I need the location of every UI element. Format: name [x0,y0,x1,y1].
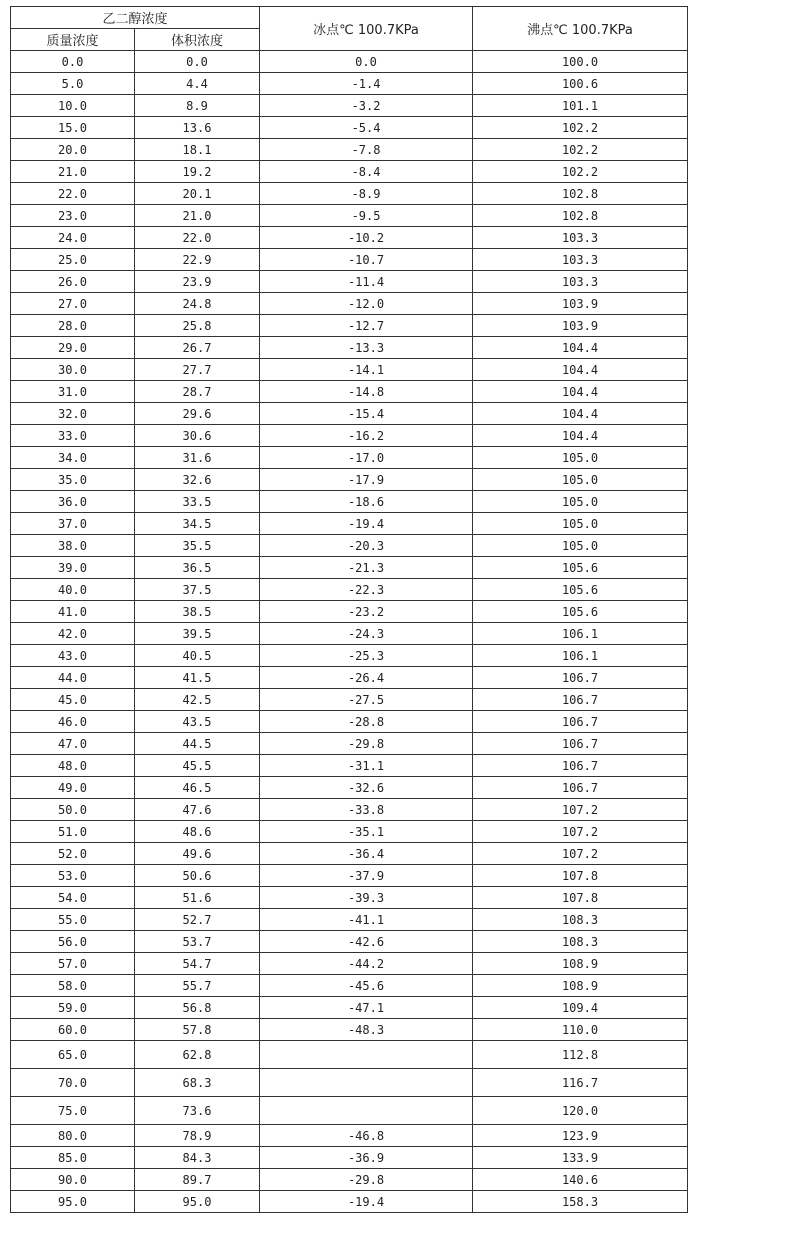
freeze-cell: -8.4 [260,161,473,183]
boil-cell: 158.3 [473,1191,688,1213]
volume-cell: 40.5 [135,645,260,667]
freeze-cell: -35.1 [260,821,473,843]
mass-cell: 41.0 [11,601,135,623]
freeze-cell [260,1097,473,1125]
freeze-cell: -8.9 [260,183,473,205]
freeze-cell: -41.1 [260,909,473,931]
volume-cell: 20.1 [135,183,260,205]
volume-cell: 45.5 [135,755,260,777]
mass-cell: 24.0 [11,227,135,249]
mass-cell: 54.0 [11,887,135,909]
mass-cell: 39.0 [11,557,135,579]
boil-cell: 102.8 [473,205,688,227]
freeze-cell: -5.4 [260,117,473,139]
boil-cell: 109.4 [473,997,688,1019]
boil-cell: 104.4 [473,425,688,447]
freeze-cell: -17.9 [260,469,473,491]
table-row [11,315,688,337]
boil-cell: 102.2 [473,161,688,183]
boil-cell: 123.9 [473,1125,688,1147]
volume-cell: 42.5 [135,689,260,711]
freeze-cell: -12.7 [260,315,473,337]
table-row [11,931,688,953]
boil-cell: 105.0 [473,513,688,535]
table-row [11,271,688,293]
mass-cell: 55.0 [11,909,135,931]
mass-cell: 70.0 [11,1069,135,1097]
table-row [11,755,688,777]
table-row [11,645,688,667]
freeze-cell: -46.8 [260,1125,473,1147]
boil-cell: 107.2 [473,799,688,821]
freeze-cell: -21.3 [260,557,473,579]
boil-cell: 112.8 [473,1041,688,1069]
table-row [11,447,688,469]
volume-cell: 22.0 [135,227,260,249]
glycol-data-table [10,6,688,1213]
mass-cell: 38.0 [11,535,135,557]
boil-cell: 102.2 [473,117,688,139]
boil-cell: 103.3 [473,249,688,271]
table-row [11,733,688,755]
mass-cell: 43.0 [11,645,135,667]
boil-cell: 107.8 [473,865,688,887]
mass-cell: 28.0 [11,315,135,337]
freeze-cell: -32.6 [260,777,473,799]
table-row [11,953,688,975]
mass-cell: 29.0 [11,337,135,359]
mass-cell: 85.0 [11,1147,135,1169]
boil-cell: 103.3 [473,271,688,293]
table-row [11,227,688,249]
table-row [11,337,688,359]
volume-concentration-header: 体积浓度 [135,29,260,51]
boil-cell: 105.0 [473,469,688,491]
volume-cell: 21.0 [135,205,260,227]
table-row [11,205,688,227]
freeze-cell: -19.4 [260,1191,473,1213]
boil-cell: 105.6 [473,601,688,623]
freeze-cell: -11.4 [260,271,473,293]
freeze-cell: -14.1 [260,359,473,381]
mass-cell: 33.0 [11,425,135,447]
mass-cell: 95.0 [11,1191,135,1213]
volume-cell: 4.4 [135,73,260,95]
table-row [11,711,688,733]
volume-cell: 47.6 [135,799,260,821]
volume-cell: 38.5 [135,601,260,623]
boil-cell: 105.6 [473,557,688,579]
mass-cell: 20.0 [11,139,135,161]
table-row [11,51,688,73]
mass-cell: 0.0 [11,51,135,73]
mass-cell: 65.0 [11,1041,135,1069]
freeze-cell: -29.8 [260,1169,473,1191]
boil-cell: 104.4 [473,337,688,359]
freeze-cell: -18.6 [260,491,473,513]
freeze-cell: -1.4 [260,73,473,95]
freeze-cell: -31.1 [260,755,473,777]
mass-cell: 32.0 [11,403,135,425]
volume-cell: 41.5 [135,667,260,689]
table-row [11,777,688,799]
freeze-cell: -47.1 [260,997,473,1019]
table-row [11,161,688,183]
mass-cell: 53.0 [11,865,135,887]
boil-cell: 108.9 [473,953,688,975]
mass-cell: 58.0 [11,975,135,997]
mass-cell: 30.0 [11,359,135,381]
mass-cell: 51.0 [11,821,135,843]
table-row [11,1169,688,1191]
freeze-cell: -13.3 [260,337,473,359]
volume-cell: 50.6 [135,865,260,887]
mass-cell: 27.0 [11,293,135,315]
boil-cell: 105.6 [473,579,688,601]
volume-cell: 53.7 [135,931,260,953]
volume-cell: 18.1 [135,139,260,161]
volume-cell: 0.0 [135,51,260,73]
volume-cell: 51.6 [135,887,260,909]
mass-cell: 49.0 [11,777,135,799]
boil-cell: 105.0 [473,447,688,469]
volume-cell: 26.7 [135,337,260,359]
mass-cell: 31.0 [11,381,135,403]
boil-cell: 106.1 [473,623,688,645]
boil-cell: 102.2 [473,139,688,161]
volume-cell: 55.7 [135,975,260,997]
volume-cell: 54.7 [135,953,260,975]
boil-cell: 104.4 [473,381,688,403]
freeze-cell: -45.6 [260,975,473,997]
boil-cell: 103.3 [473,227,688,249]
mass-cell: 42.0 [11,623,135,645]
boil-cell: 102.8 [473,183,688,205]
volume-cell: 30.6 [135,425,260,447]
mass-cell: 44.0 [11,667,135,689]
boil-cell: 106.1 [473,645,688,667]
table-row [11,1097,688,1125]
table-row [11,667,688,689]
mass-cell: 59.0 [11,997,135,1019]
boil-cell: 106.7 [473,777,688,799]
volume-cell: 8.9 [135,95,260,117]
table-row [11,601,688,623]
freeze-cell: -24.3 [260,623,473,645]
mass-cell: 57.0 [11,953,135,975]
volume-cell: 13.6 [135,117,260,139]
freeze-cell: 0.0 [260,51,473,73]
freeze-cell: -39.3 [260,887,473,909]
boil-cell: 105.0 [473,535,688,557]
mass-cell: 90.0 [11,1169,135,1191]
volume-cell: 68.3 [135,1069,260,1097]
mass-concentration-header: 质量浓度 [11,29,135,51]
volume-cell: 33.5 [135,491,260,513]
boil-cell: 107.8 [473,887,688,909]
volume-cell: 28.7 [135,381,260,403]
boil-cell: 133.9 [473,1147,688,1169]
freeze-cell: -16.2 [260,425,473,447]
table-row [11,535,688,557]
volume-cell: 52.7 [135,909,260,931]
table-row [11,1147,688,1169]
table-row [11,359,688,381]
freeze-cell: -22.3 [260,579,473,601]
mass-cell: 80.0 [11,1125,135,1147]
concentration-group-header: 乙二醇浓度 [11,7,260,29]
freeze-cell: -9.5 [260,205,473,227]
table-row [11,183,688,205]
mass-cell: 46.0 [11,711,135,733]
volume-cell: 62.8 [135,1041,260,1069]
freeze-cell: -36.4 [260,843,473,865]
volume-cell: 48.6 [135,821,260,843]
freeze-cell: -44.2 [260,953,473,975]
freeze-cell: -33.8 [260,799,473,821]
table-row [11,887,688,909]
table-row [11,73,688,95]
table-row [11,821,688,843]
table-body [11,51,688,1213]
table-row [11,1019,688,1041]
volume-cell: 37.5 [135,579,260,601]
mass-cell: 34.0 [11,447,135,469]
table-row [11,689,688,711]
boil-cell: 110.0 [473,1019,688,1041]
table-row [11,997,688,1019]
mass-cell: 5.0 [11,73,135,95]
mass-cell: 50.0 [11,799,135,821]
boil-cell: 140.6 [473,1169,688,1191]
boil-cell: 106.7 [473,667,688,689]
volume-cell: 32.6 [135,469,260,491]
mass-cell: 56.0 [11,931,135,953]
freeze-cell: -26.4 [260,667,473,689]
table-row [11,557,688,579]
freeze-cell: -25.3 [260,645,473,667]
volume-cell: 22.9 [135,249,260,271]
volume-cell: 89.7 [135,1169,260,1191]
volume-cell: 49.6 [135,843,260,865]
volume-cell: 36.5 [135,557,260,579]
mass-cell: 10.0 [11,95,135,117]
freeze-cell: -29.8 [260,733,473,755]
volume-cell: 23.9 [135,271,260,293]
volume-cell: 46.5 [135,777,260,799]
mass-cell: 75.0 [11,1097,135,1125]
boil-cell: 108.3 [473,909,688,931]
table-row [11,139,688,161]
boil-cell: 103.9 [473,315,688,337]
table-row [11,865,688,887]
mass-cell: 40.0 [11,579,135,601]
volume-cell: 31.6 [135,447,260,469]
mass-cell: 47.0 [11,733,135,755]
mass-cell: 36.0 [11,491,135,513]
table-row [11,1041,688,1069]
boil-cell: 106.7 [473,711,688,733]
freeze-cell: -37.9 [260,865,473,887]
freeze-cell: -17.0 [260,447,473,469]
table-row [11,579,688,601]
table-row [11,249,688,271]
freeze-cell: -10.2 [260,227,473,249]
mass-cell: 23.0 [11,205,135,227]
boil-cell: 120.0 [473,1097,688,1125]
boil-cell: 107.2 [473,843,688,865]
boil-cell: 100.0 [473,51,688,73]
volume-cell: 56.8 [135,997,260,1019]
table-row [11,1191,688,1213]
boil-cell: 106.7 [473,755,688,777]
volume-cell: 34.5 [135,513,260,535]
table-row [11,403,688,425]
freeze-cell: -27.5 [260,689,473,711]
boil-cell: 104.4 [473,403,688,425]
boil-cell: 106.7 [473,733,688,755]
boil-point-header: 沸点℃ 100.7KPa [473,7,688,51]
table-row [11,293,688,315]
table-row [11,843,688,865]
mass-cell: 52.0 [11,843,135,865]
mass-cell: 35.0 [11,469,135,491]
volume-cell: 43.5 [135,711,260,733]
freeze-cell: -23.2 [260,601,473,623]
mass-cell: 45.0 [11,689,135,711]
volume-cell: 27.7 [135,359,260,381]
boil-cell: 105.0 [473,491,688,513]
freeze-cell: -36.9 [260,1147,473,1169]
table-row [11,1069,688,1097]
boil-cell: 116.7 [473,1069,688,1097]
table-row [11,799,688,821]
mass-cell: 37.0 [11,513,135,535]
table-row [11,469,688,491]
freeze-cell: -14.8 [260,381,473,403]
table-row [11,491,688,513]
boil-cell: 103.9 [473,293,688,315]
freeze-cell [260,1041,473,1069]
volume-cell: 35.5 [135,535,260,557]
volume-cell: 95.0 [135,1191,260,1213]
volume-cell: 44.5 [135,733,260,755]
volume-cell: 25.8 [135,315,260,337]
freeze-cell: -10.7 [260,249,473,271]
volume-cell: 84.3 [135,1147,260,1169]
volume-cell: 57.8 [135,1019,260,1041]
table-row [11,1125,688,1147]
freeze-point-header: 冰点℃ 100.7KPa [260,7,473,51]
freeze-cell: -19.4 [260,513,473,535]
freeze-cell: -15.4 [260,403,473,425]
boil-cell: 106.7 [473,689,688,711]
freeze-cell: -3.2 [260,95,473,117]
boil-cell: 104.4 [473,359,688,381]
boil-cell: 107.2 [473,821,688,843]
freeze-cell [260,1069,473,1097]
table-row [11,381,688,403]
mass-cell: 15.0 [11,117,135,139]
boil-cell: 100.6 [473,73,688,95]
freeze-cell: -7.8 [260,139,473,161]
table-row [11,909,688,931]
freeze-cell: -20.3 [260,535,473,557]
mass-cell: 21.0 [11,161,135,183]
boil-cell: 101.1 [473,95,688,117]
freeze-cell: -12.0 [260,293,473,315]
table-row [11,425,688,447]
boil-cell: 108.3 [473,931,688,953]
table-row [11,117,688,139]
table-row [11,975,688,997]
volume-cell: 78.9 [135,1125,260,1147]
mass-cell: 22.0 [11,183,135,205]
volume-cell: 73.6 [135,1097,260,1125]
mass-cell: 25.0 [11,249,135,271]
mass-cell: 26.0 [11,271,135,293]
mass-cell: 48.0 [11,755,135,777]
volume-cell: 19.2 [135,161,260,183]
table-row [11,95,688,117]
boil-cell: 108.9 [473,975,688,997]
mass-cell: 60.0 [11,1019,135,1041]
volume-cell: 39.5 [135,623,260,645]
freeze-cell: -42.6 [260,931,473,953]
volume-cell: 29.6 [135,403,260,425]
freeze-cell: -28.8 [260,711,473,733]
volume-cell: 24.8 [135,293,260,315]
freeze-cell: -48.3 [260,1019,473,1041]
table-row [11,513,688,535]
table-row [11,623,688,645]
